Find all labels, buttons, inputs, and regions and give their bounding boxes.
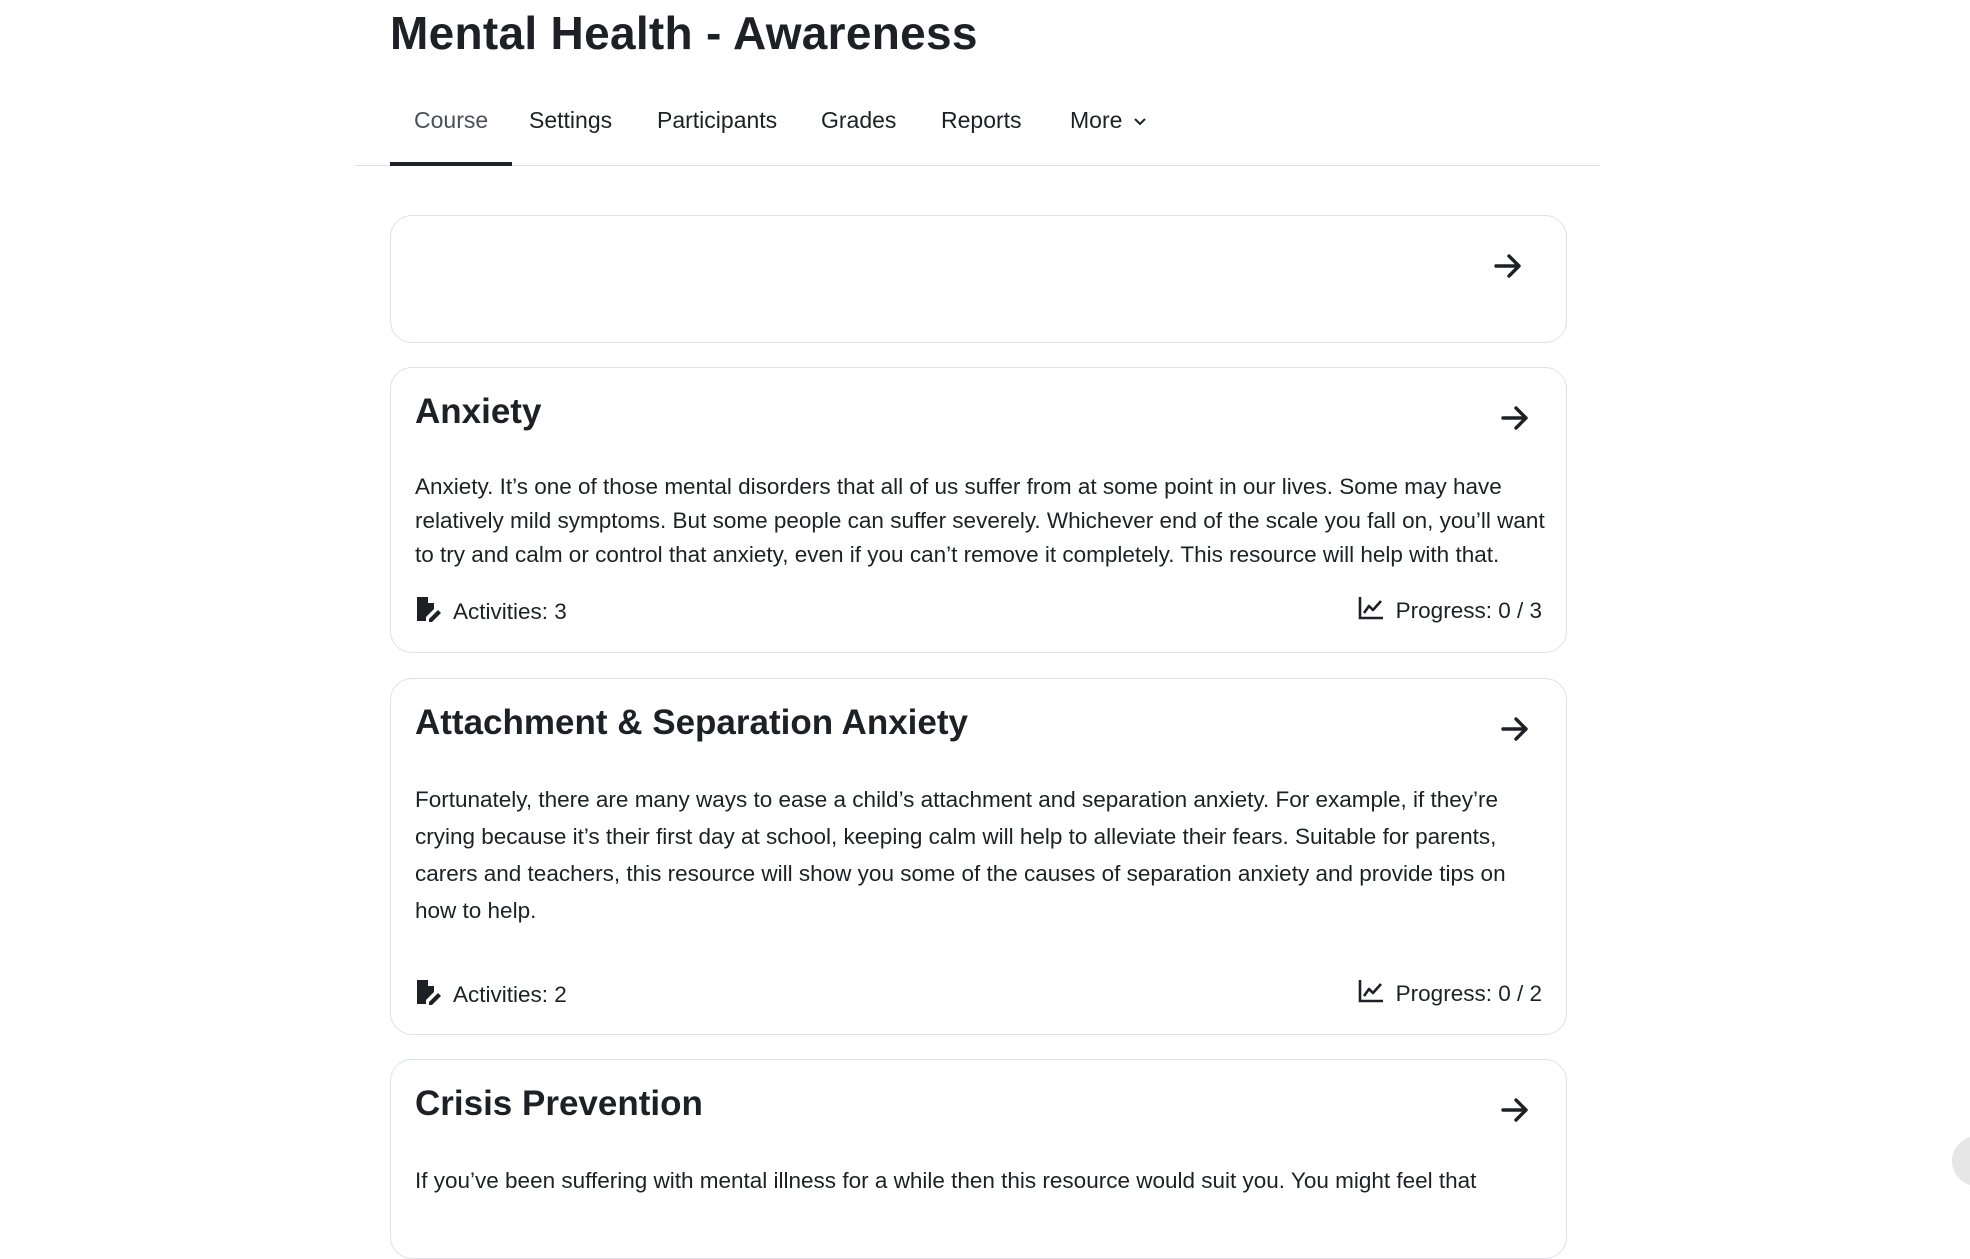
course-nav-tabs	[355, 90, 1600, 166]
section-card-anxiety	[390, 367, 1567, 653]
tab-label: Course	[414, 107, 489, 133]
file-edit-icon	[415, 596, 453, 628]
progress-label: Progress: 0 / 2	[1395, 981, 1542, 1006]
file-edit-icon	[415, 979, 453, 1011]
section-card-attachment-separation-anxiety	[390, 678, 1567, 1035]
section-title: Anxiety	[415, 392, 542, 431]
arrow-right-icon[interactable]	[1500, 403, 1530, 433]
tab-participants[interactable]	[633, 90, 801, 166]
section-card-general	[390, 215, 1567, 343]
section-card-crisis-prevention	[390, 1059, 1567, 1259]
tab-label: Participants	[657, 107, 778, 133]
tab-reports[interactable]	[917, 90, 1046, 166]
section-description: Fortunately, there are many ways to ease a child’s attachment and separation anxiety. For example, if they’re crying because it’s their first day at school, keeping calm will help to alleviate their fears. Suitable for parents, carers and teachers, this resource will show you some of the causes of separation anxiety and provide tips on how to help.	[415, 787, 1506, 923]
tab-label: Settings	[529, 107, 613, 133]
tab-settings[interactable]	[505, 90, 636, 166]
tab-label: Reports	[941, 107, 1022, 133]
arrow-right-icon[interactable]	[1500, 1095, 1530, 1125]
line-chart-icon	[1358, 979, 1396, 1009]
progress-count	[1358, 979, 1542, 1009]
tab-label: Grades	[821, 107, 897, 133]
tab-more[interactable]	[1046, 90, 1171, 166]
line-chart-icon	[1358, 596, 1396, 626]
progress-count	[1358, 596, 1542, 626]
section-description: Anxiety. It’s one of those mental disorders that all of us suffer from at some point in our lives. Some may have relatively mild symptoms. But some people can suffer severely. Whichever end of the scale you fall on, you’ll want to try and calm or control that anxiety, even if you can’t remove it completely. This resource will help with that.	[415, 474, 1545, 567]
tab-label: More	[1070, 107, 1123, 133]
arrow-right-icon[interactable]	[1493, 251, 1523, 281]
drawer-toggle[interactable]	[1952, 1136, 1970, 1186]
activities-count	[415, 596, 567, 628]
tab-grades[interactable]	[797, 90, 920, 166]
arrow-right-icon[interactable]	[1500, 714, 1530, 744]
activities-label: Activities: 2	[453, 982, 567, 1007]
section-description: If you’ve been suffering with mental illness for a while then this resource would suit you. You might feel that	[415, 1168, 1477, 1193]
section-title: Crisis Prevention	[415, 1084, 703, 1123]
tab-course[interactable]	[390, 90, 512, 166]
progress-label: Progress: 0 / 3	[1395, 598, 1542, 623]
page-title: Mental Health - Awareness	[390, 7, 978, 59]
activities-label: Activities: 3	[453, 599, 567, 624]
activities-count	[415, 979, 567, 1011]
chevron-down-icon	[1133, 89, 1147, 149]
section-title: Attachment & Separation Anxiety	[415, 703, 968, 742]
